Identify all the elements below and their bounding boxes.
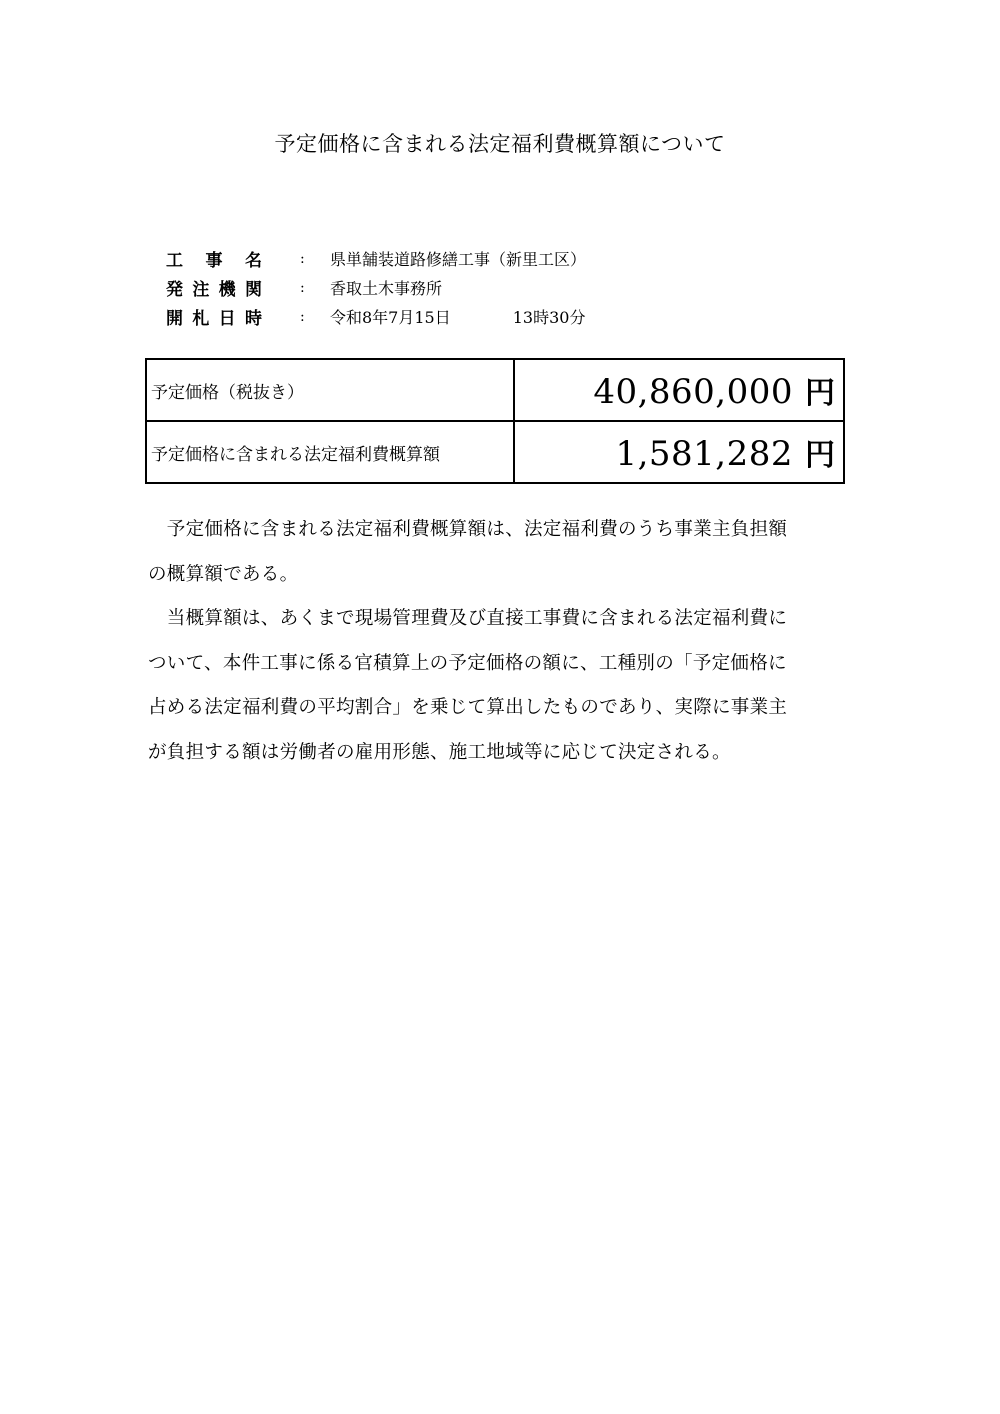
label-char: 事 xyxy=(205,251,223,271)
note-line: の概算額である。 xyxy=(148,563,299,585)
explanatory-note xyxy=(148,508,848,775)
ordering-office-label xyxy=(166,275,262,300)
bid-opening-time: 13時30分 xyxy=(512,308,586,327)
bid-opening-label xyxy=(166,304,262,329)
project-name-value: 県単舗装道路修繕工事（新里工区） xyxy=(330,250,587,269)
note-line: 当概算額は、あくまで現場管理費及び直接工事費に含まれる法定福利費に xyxy=(148,608,788,629)
label-char: 注 xyxy=(192,280,210,300)
project-info xyxy=(166,244,586,331)
bid-opening-date: 令和8年7月15日 xyxy=(330,308,451,327)
note-line: 占める法定福利費の平均割合」を乗じて算出したものであり、実際に事業主 xyxy=(148,697,788,718)
colon: : xyxy=(300,250,305,267)
yen-unit: 円 xyxy=(805,438,835,473)
label-char: 発 xyxy=(166,280,183,300)
label-char: 名 xyxy=(245,251,262,271)
estimated-price-cell xyxy=(514,359,844,421)
project-name-row xyxy=(166,244,586,273)
note-line: 予定価格に含まれる法定福利費概算額は、法定福利費のうち事業主負担額 xyxy=(148,519,788,540)
yen-unit: 円 xyxy=(805,376,835,411)
colon: : xyxy=(300,279,305,296)
label-char: 札 xyxy=(192,309,210,329)
label-char: 日 xyxy=(218,309,236,329)
welfare-cost-cell xyxy=(514,421,844,483)
estimated-price-amount: 40,860,000 xyxy=(593,372,793,412)
price-table xyxy=(145,358,845,484)
table-row xyxy=(146,359,844,421)
welfare-cost-amount: 1,581,282 xyxy=(615,434,793,474)
label-char: 工 xyxy=(166,251,183,271)
note-line: ついて、本件工事に係る官積算上の予定価格の額に、工種別の「予定価格に xyxy=(148,652,787,674)
bid-opening-row xyxy=(166,302,586,331)
note-line: が負担する額は労働者の雇用形態、施工地域等に応じて決定される。 xyxy=(148,741,731,763)
label-char: 時 xyxy=(244,309,262,329)
estimated-price-label: 予定価格（税抜き） xyxy=(146,359,514,421)
project-name-label xyxy=(166,246,262,271)
ordering-office-value: 香取土木事務所 xyxy=(330,279,443,298)
ordering-office-row xyxy=(166,273,586,302)
label-char: 開 xyxy=(166,309,183,329)
bid-opening-value xyxy=(330,305,585,328)
colon: : xyxy=(300,308,305,325)
label-char: 関 xyxy=(244,280,262,300)
welfare-cost-label: 予定価格に含まれる法定福利費概算額 xyxy=(146,421,514,483)
table-row xyxy=(146,421,844,483)
page-title: 予定価格に含まれる法定福利費概算額について xyxy=(274,132,726,156)
label-char: 機 xyxy=(218,280,236,300)
